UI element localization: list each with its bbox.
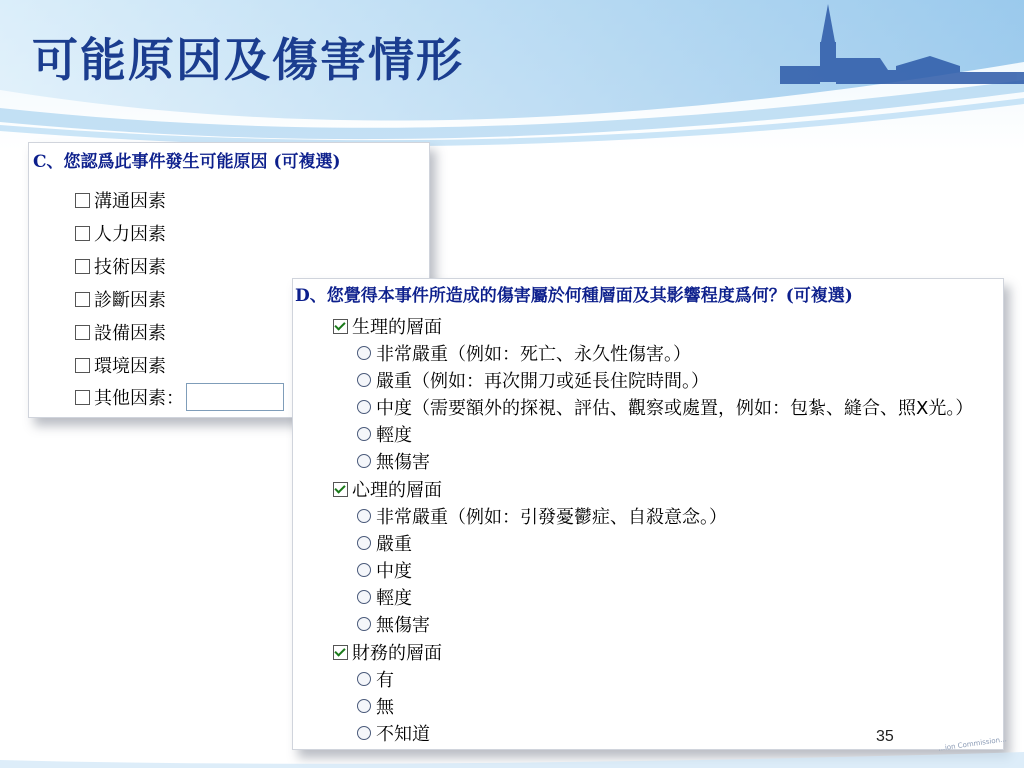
option-label: 其他因素： (94, 388, 184, 409)
cause-option-equipment[interactable] (75, 319, 166, 345)
checkbox-financial[interactable] (333, 645, 348, 660)
harm-group-physical[interactable] (333, 313, 442, 339)
checkbox-diagnosis[interactable] (75, 292, 90, 307)
option-label: 環境因素 (94, 356, 166, 377)
slide-title: 可能原因及傷害情形 (32, 33, 464, 87)
radio-icon[interactable] (357, 672, 371, 686)
radio-icon[interactable] (357, 454, 371, 468)
radio-icon[interactable] (357, 590, 371, 604)
harm-question-panel (292, 278, 1004, 750)
physical-option-mild[interactable] (357, 421, 412, 447)
group-label: 生理的層面 (352, 317, 442, 338)
option-label: 人力因素 (94, 224, 166, 245)
radio-icon[interactable] (357, 346, 371, 360)
cause-option-diagnosis[interactable] (75, 286, 166, 312)
cause-option-environment[interactable] (75, 352, 166, 378)
option-label: 無傷害 (376, 615, 430, 636)
option-label: 技術因素 (94, 257, 166, 278)
checkbox-manpower[interactable] (75, 226, 90, 241)
radio-icon[interactable] (357, 400, 371, 414)
option-label: 嚴重（例如：再次開刀或延長住院時間。） (376, 371, 709, 392)
checkbox-other[interactable] (75, 390, 90, 405)
other-cause-input[interactable] (186, 383, 284, 411)
option-label: 溝通因素 (94, 191, 166, 212)
question-c-title: C、您認爲此事件發生可能原因 (可複選) (33, 152, 341, 172)
psych-option-none[interactable] (357, 611, 430, 637)
checkbox-equipment[interactable] (75, 325, 90, 340)
radio-icon[interactable] (357, 563, 371, 577)
physical-option-none[interactable] (357, 448, 430, 474)
financial-option-no[interactable] (357, 693, 394, 719)
cause-option-other[interactable] (75, 383, 284, 411)
radio-icon[interactable] (357, 509, 371, 523)
harm-group-financial[interactable] (333, 639, 442, 665)
checkbox-communication[interactable] (75, 193, 90, 208)
checkbox-technical[interactable] (75, 259, 90, 274)
option-label: 中度（需要額外的探視、評估、觀察或處置，例如：包紮、縫合、照X光。） (376, 398, 974, 419)
footer-logo-text: ...ion Commission... (937, 735, 1008, 753)
physical-option-moderate[interactable] (357, 394, 973, 420)
option-label: 非常嚴重（例如：引發憂鬱症、自殺意念。） (376, 507, 727, 528)
option-label: 無傷害 (376, 452, 430, 473)
checkbox-physical[interactable] (333, 319, 348, 334)
cause-option-technical[interactable] (75, 253, 166, 279)
group-label: 心理的層面 (352, 480, 442, 501)
footer-wave (0, 738, 1024, 768)
option-label: 嚴重 (376, 534, 412, 555)
cause-option-manpower[interactable] (75, 220, 166, 246)
page-number: 35 (876, 728, 894, 745)
radio-icon[interactable] (357, 373, 371, 387)
psych-option-mild[interactable] (357, 584, 412, 610)
radio-icon[interactable] (357, 617, 371, 631)
checkbox-psychological[interactable] (333, 482, 348, 497)
physical-option-severe[interactable] (357, 367, 709, 393)
option-label: 不知道 (376, 724, 430, 745)
harm-group-psychological[interactable] (333, 476, 442, 502)
radio-icon[interactable] (357, 699, 371, 713)
question-d-title: D、您覺得本事件所造成的傷害屬於何種層面及其影響程度爲何？(可複選) (295, 286, 853, 306)
option-label: 中度 (376, 561, 412, 582)
option-label: 無 (376, 697, 394, 718)
cause-option-communication[interactable] (75, 187, 166, 213)
option-label: 有 (376, 670, 394, 691)
psych-option-very-severe[interactable] (357, 503, 727, 529)
option-label: 輕度 (376, 425, 412, 446)
option-label: 設備因素 (94, 323, 166, 344)
radio-icon[interactable] (357, 427, 371, 441)
option-label: 非常嚴重（例如：死亡、永久性傷害。） (376, 344, 691, 365)
psych-option-severe[interactable] (357, 530, 412, 556)
psych-option-moderate[interactable] (357, 557, 412, 583)
group-label: 財務的層面 (352, 643, 442, 664)
financial-option-yes[interactable] (357, 666, 394, 692)
physical-option-very-severe[interactable] (357, 340, 691, 366)
radio-icon[interactable] (357, 536, 371, 550)
option-label: 輕度 (376, 588, 412, 609)
checkbox-environment[interactable] (75, 358, 90, 373)
option-label: 診斷因素 (94, 290, 166, 311)
